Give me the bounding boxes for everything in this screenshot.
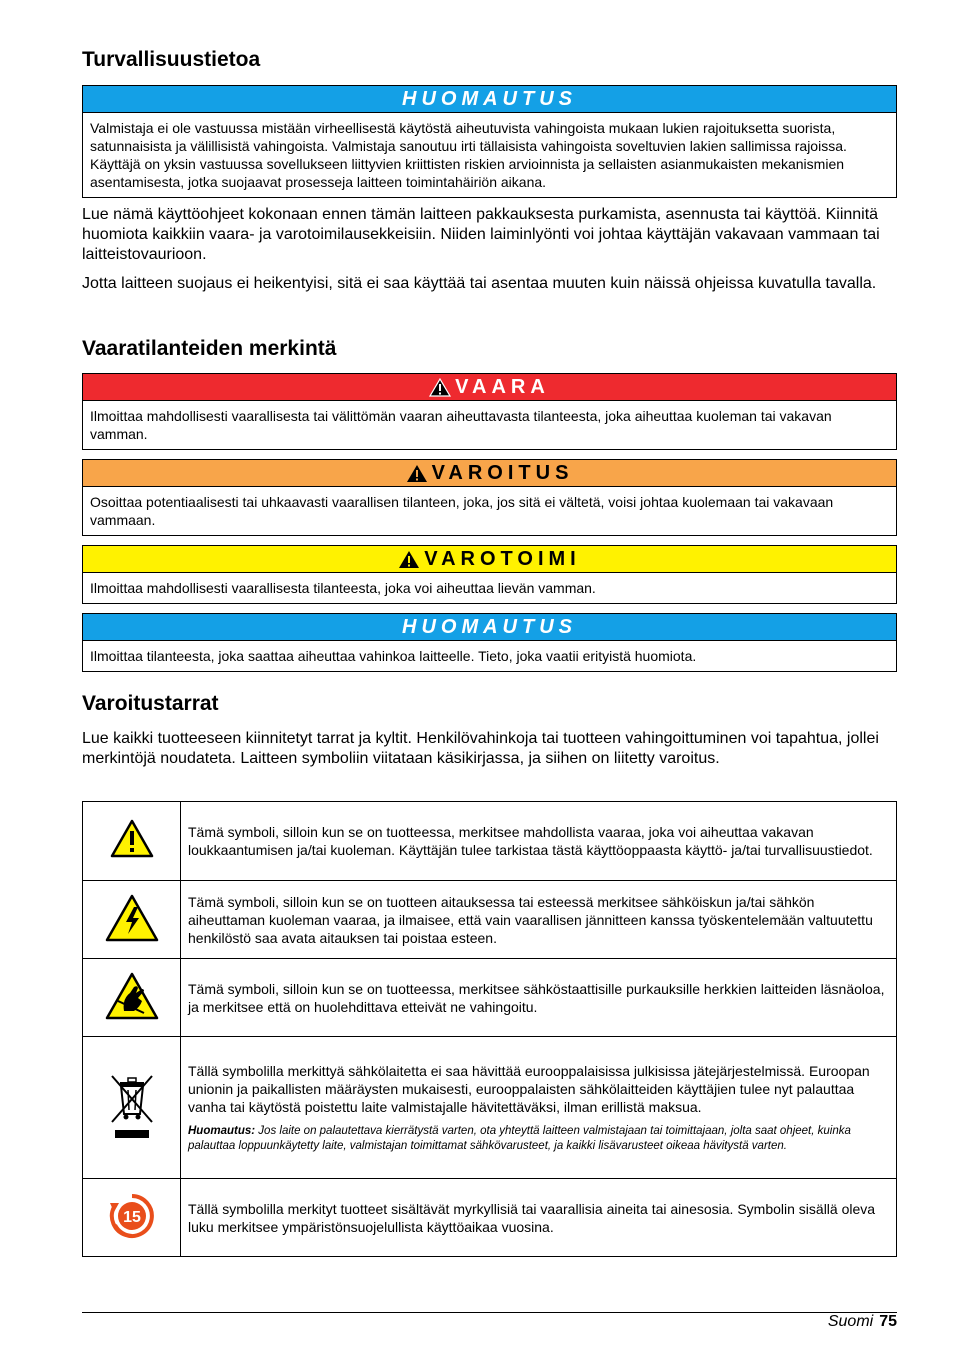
section-title-hazard: Vaaratilanteiden merkintä xyxy=(82,337,337,360)
hazard-header-notice: HUOMAUTUS xyxy=(83,614,896,641)
hazard-header-warning: VAROITUS xyxy=(431,461,574,484)
table-row xyxy=(83,1037,897,1179)
symbol-table xyxy=(82,801,897,1257)
paragraph-labels: Lue kaikki tuotteeseen kiinnitetyt tarrat ja kyltit. Henkilövahinkoja tai tuotteen vahingoittuminen voi tapahtua, jollei merkintöjä noudateta. Laitteen symboliin viitataan käsikirjassa, ja siihen on liitetty varoitus. xyxy=(82,730,879,767)
hazard-box-danger xyxy=(82,373,897,450)
hazard-text-notice: Ilmoittaa tilanteesta, joka saattaa aiheuttaa vahinkoa laitteelle. Tieto, joka vaatii erityistä huomiota. xyxy=(90,648,697,664)
symbol-desc-general-warning: Tämä symboli, silloin kun se on tuotteessa, merkitsee mahdollista vaaraa, joka voi aiheuttaa vakavan loukkaantumisen ja/tai kuoleman. Käyttäjän tulee tarkistaa tästä käyttöoppaasta käyttö- ja/tai turvallisuustiedot. xyxy=(181,802,897,881)
notice-header: HUOMAUTUS xyxy=(83,86,896,113)
footer-language: Suomi xyxy=(827,1313,874,1330)
section-title-safety: Turvallisuustietoa xyxy=(82,48,261,71)
weee-note-label: Huomautus: xyxy=(188,1124,256,1137)
symbol-desc-esd: Tämä symboli, silloin kun se on tuotteessa, merkitsee sähköstaattisille purkauksille herkkien laitteiden läsnäoloa, ja merkitsee että on huolehdittava etteivät ne vahingoitu. xyxy=(181,959,897,1037)
efup-15-icon xyxy=(107,1191,157,1241)
symbol-desc-toxic: Tällä symbolilla merkityt tuotteet sisältävät myrkyllisiä tai vaarallisia aineita tai ainesosia. Symbolin sisällä oleva luku merkitsee ympäristönsuojelullista käyttöaikaa vuosina. xyxy=(181,1179,897,1257)
hazard-box-notice xyxy=(82,613,897,672)
section-title-labels: Varoitustarrat xyxy=(82,692,219,715)
warning-triangle-icon xyxy=(398,550,420,569)
table-row xyxy=(83,959,897,1037)
hazard-header-caution: VAROTOIMI xyxy=(424,547,581,570)
weee-note xyxy=(188,1124,888,1154)
weee-note-text: Jos laite on palautettava kierrätystä varten, ota yhteyttä laitteen valmistajaan tai toimittajaan, jolta saat ohjeet, kuinka palauttaa loppuunkäytetty laite, valmistajan toimittamat sähkövarusteet, ja kaikki lisävarusteet oikeaa hävitystä varten. xyxy=(188,1124,851,1152)
hazard-text-caution: Ilmoittaa mahdollisesti vaarallisesta tilanteesta, joka voi aiheuttaa lievän vamman. xyxy=(90,580,596,596)
notice-text: Valmistaja ei ole vastuussa mistään virheellisestä käytöstä aiheutuvista vahingoista mukaan lukien rajoituksetta suorista, satunnaisista ja välillisistä vahingoista. Valmistaja sanoutuu irti tällaisista vahingoista soveltuvien lakien sallimissa rajoissa. Käyttäjä on yksin vastuussa sovellukseen liittyvien kriittisten riskien arvioinnista ja sellaisten asianmukaisten mekanismien asentamisesta, jotka suojaavat prosesseja laitteen toimintahäiriön aikana. xyxy=(90,120,847,190)
footer xyxy=(828,1312,897,1332)
paragraph-protection: Jotta laitteen suojaus ei heikentyisi, sitä ei saa käyttää tai asentaa muuten kuin näissä ohjeissa kuvatulla tavalla. xyxy=(82,275,877,292)
symbol-desc-weee: Tällä symbolilla merkittyä sähkölaitetta ei saa hävittää eurooppalaisissa julkisissa jätejärjestelmissä. Euroopan unionin ja paikallisten määräysten mukaisesti, eurooppalaisten sähkölaitteiden käyttäjien tulee nyt palauttaa vanha tai käytöstä poistettu laite valmistajalle hävitettäväksi, ilman erillistä maksua. xyxy=(188,1062,870,1115)
paragraph-read-instructions: Lue nämä käyttöohjeet kokonaan ennen tämän laitteen pakkauksesta purkamista, asennusta tai käyttöä. Kiinnitä huomiota kaikkiin vaara- ja varotoimilausekkeisiin. Niiden laiminlyönti voi johtaa käyttäjän vakavaan vammaan tai laitteistovaurioon. xyxy=(82,206,880,263)
hazard-text-danger: Ilmoittaa mahdollisesti vaarallisesta tai välittömän vaaran aiheuttavasta tilanteesta, joka aiheuttaa kuoleman tai vakavan vamman. xyxy=(90,408,832,442)
page-number: 75 xyxy=(879,1313,897,1330)
hazard-text-warning: Osoittaa potentiaalisesti tai uhkaavasti vaarallisen tilanteen, joka, jos sitä ei vältetä, voisi johtaa kuolemaan tai vakavaan vammaan. xyxy=(90,494,834,528)
warning-triangle-icon xyxy=(406,464,428,483)
electric-shock-icon xyxy=(104,893,160,943)
efup-number: 15 xyxy=(122,1208,141,1226)
hazard-header-danger: VAARA xyxy=(455,375,550,398)
general-warning-icon xyxy=(110,819,154,859)
hazard-box-warning xyxy=(82,459,897,536)
footer-divider xyxy=(82,1312,897,1313)
table-row xyxy=(83,1179,897,1257)
notice-box-top xyxy=(82,85,897,198)
warning-triangle-icon xyxy=(429,378,451,397)
weee-bin-icon xyxy=(108,1072,156,1140)
hazard-box-caution xyxy=(82,545,897,604)
symbol-desc-electric-shock: Tämä symboli, silloin kun se on tuotteen aitauksessa tai esteessä merkitsee sähköiskun ja/tai sähkön aiheuttaman kuoleman vaaraa, ja ilmaisee, että vain vaarallisen jännitteen kanssa työskentelemään valtuutettu henkilöstö saa avata aitauksen tai poistaa esteen. xyxy=(181,881,897,959)
table-row xyxy=(83,802,897,881)
esd-icon xyxy=(104,971,160,1021)
table-row xyxy=(83,881,897,959)
